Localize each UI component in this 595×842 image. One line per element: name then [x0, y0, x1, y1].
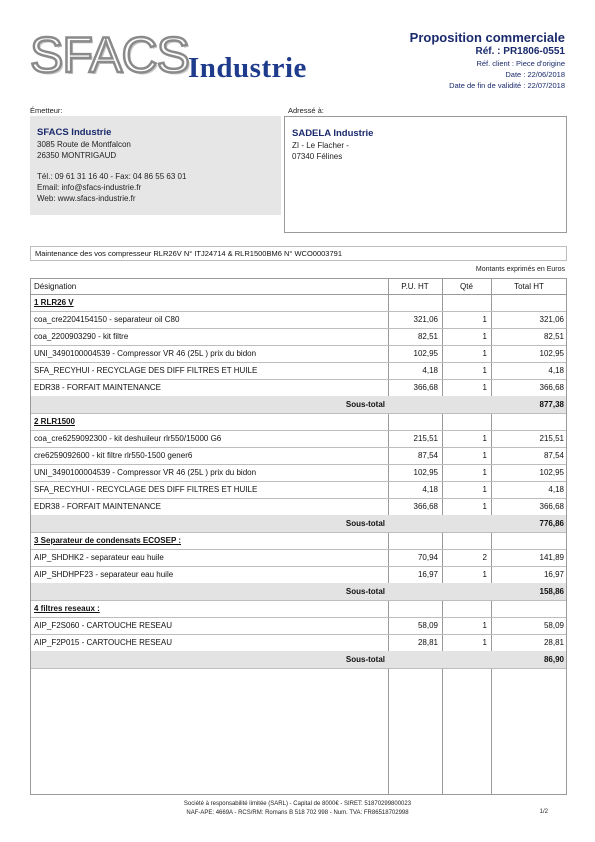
item-designation: coa_cre2204154150 - separateur oil C80	[34, 315, 180, 324]
table-row	[31, 345, 566, 363]
table-row	[31, 328, 566, 346]
section-row	[31, 532, 566, 550]
item-quantity: 2	[482, 553, 487, 562]
item-unit-price: 4,18	[422, 366, 438, 375]
item-total: 58,09	[543, 621, 564, 630]
sender-label: Émetteur:	[30, 106, 63, 115]
subtotal-label: Sous-total	[345, 400, 385, 409]
item-quantity: 1	[482, 383, 487, 392]
item-unit-price: 321,06	[413, 315, 438, 324]
item-quantity: 1	[482, 621, 487, 630]
validity-date: Date de fin de validité : 22/07/2018	[449, 81, 565, 90]
sender-address-line1: 3085 Route de Montfalcon	[37, 140, 131, 149]
item-quantity: 1	[482, 366, 487, 375]
item-total: 366,68	[539, 502, 564, 511]
item-quantity: 1	[482, 485, 487, 494]
section-title: 1 RLR26 V	[34, 298, 74, 307]
item-unit-price: 16,97	[417, 570, 438, 579]
item-unit-price: 366,68	[413, 502, 438, 511]
item-quantity: 1	[482, 315, 487, 324]
item-unit-price: 70,94	[417, 553, 438, 562]
table-row	[31, 311, 566, 329]
table-row	[31, 430, 566, 448]
sender-phone: Tél.: 09 61 31 16 40 - Fax: 04 86 55 63 01	[37, 172, 187, 181]
currency-note: Montants exprimés en Euros	[475, 266, 565, 273]
item-designation: AIP_SHDHK2 - separateur eau huile	[34, 553, 164, 562]
subtotal-row	[31, 515, 566, 533]
item-unit-price: 102,95	[413, 468, 438, 477]
company-legal-footer	[0, 800, 595, 818]
proposal-subject: Maintenance des vos compresseur RLR26V N° ITJ24714 & RLR1500BM6 N° WCO0003791	[30, 246, 567, 261]
item-total: 215,51	[539, 434, 564, 443]
item-quantity: 1	[482, 638, 487, 647]
item-quantity: 1	[482, 570, 487, 579]
recipient-box	[284, 116, 567, 233]
logo-industrie-wordmark: Industrie	[188, 52, 307, 84]
table-row	[31, 566, 566, 584]
item-quantity: 1	[482, 349, 487, 358]
document-header	[410, 30, 565, 91]
item-total: 366,68	[539, 383, 564, 392]
item-unit-price: 215,51	[413, 434, 438, 443]
subtotal-row	[31, 583, 566, 601]
document-reference: Réf. : PR1806-0551	[475, 46, 565, 57]
item-total: 141,89	[539, 553, 564, 562]
item-designation: coa_cre6259092300 - kit deshuileur rlr550/15000 G6	[34, 434, 222, 443]
subtotal-label: Sous-total	[345, 519, 385, 528]
item-designation: coa_2200903290 - kit filtre	[34, 332, 129, 341]
item-total: 102,95	[539, 468, 564, 477]
footer-line2: NAF-APE: 4669A - RCS/RM: Romans B 518 702 998 - Num. TVA: FR86518702998	[186, 810, 409, 816]
item-quantity: 1	[482, 332, 487, 341]
item-unit-price: 58,09	[417, 621, 438, 630]
table-row	[31, 498, 566, 516]
table-row	[31, 362, 566, 380]
section-title: 3 Separateur de condensats ECOSEP :	[34, 536, 182, 545]
item-total: 82,51	[543, 332, 564, 341]
document-title: Proposition commerciale	[409, 30, 565, 45]
subtotal-value: 158,86	[539, 587, 564, 596]
item-quantity: 1	[482, 468, 487, 477]
item-designation: UNI_3490100004539 - Compressor VR 46 (25L ) prix du bidon	[34, 468, 257, 477]
item-unit-price: 366,68	[413, 383, 438, 392]
item-total: 16,97	[543, 570, 564, 579]
item-designation: UNI_3490100004539 - Compressor VR 46 (25L ) prix du bidon	[34, 349, 257, 358]
item-total: 321,06	[539, 315, 564, 324]
recipient-label: Adressé à:	[288, 106, 324, 115]
item-designation: AIP_F2P015 - CARTOUCHE RESEAU	[34, 638, 172, 647]
table-row	[31, 447, 566, 465]
item-total: 102,95	[539, 349, 564, 358]
item-designation: AIP_SHDHPF23 - separateur eau huile	[34, 570, 174, 579]
item-total: 87,54	[543, 451, 564, 460]
item-unit-price: 28,81	[417, 638, 438, 647]
item-total: 4,18	[548, 485, 564, 494]
table-row	[31, 481, 566, 499]
subtotal-value: 776,86	[539, 519, 564, 528]
table-header-row	[31, 279, 566, 295]
table-row	[31, 634, 566, 652]
sender-email: Email: info@sfacs-industrie.fr	[37, 183, 142, 192]
item-total: 4,18	[548, 366, 564, 375]
section-row	[31, 294, 566, 312]
item-total: 28,81	[543, 638, 564, 647]
table-row	[31, 617, 566, 635]
item-unit-price: 102,95	[413, 349, 438, 358]
item-designation: EDR38 - FORFAIT MAINTENANCE	[34, 502, 161, 511]
item-designation: cre6259092600 - kit filtre rlr550-1500 gener6	[34, 451, 193, 460]
subtotal-row	[31, 396, 566, 414]
item-designation: AIP_F2S060 - CARTOUCHE RESEAU	[34, 621, 172, 630]
recipient-address-line1: ZI - Le Flacher -	[292, 141, 349, 150]
sender-box	[30, 116, 281, 215]
subtotal-value: 877,38	[539, 400, 564, 409]
item-designation: SFA_RECYHUI - RECYCLAGE DES DIFF FILTRES ET HUILE	[34, 485, 258, 494]
recipient-name: SADELA Industrie	[292, 128, 374, 139]
sender-website: Web: www.sfacs-industrie.fr	[37, 194, 136, 203]
item-quantity: 1	[482, 434, 487, 443]
footer-line1: Société à responsabilité limitée (SARL) - Capital de 8000€ - SIRET: 51870299800023	[183, 801, 412, 807]
item-unit-price: 87,54	[417, 451, 438, 460]
header-total: Total HT	[514, 282, 544, 291]
item-designation: EDR38 - FORFAIT MAINTENANCE	[34, 383, 161, 392]
header-designation: Désignation	[34, 282, 77, 291]
header-quantity: Qté	[460, 282, 473, 291]
items-table	[30, 278, 567, 795]
subtotal-label: Sous-total	[345, 587, 385, 596]
subtotal-value: 86,90	[543, 655, 564, 664]
table-row	[31, 379, 566, 397]
item-designation: SFA_RECYHUI - RECYCLAGE DES DIFF FILTRES ET HUILE	[34, 366, 258, 375]
item-quantity: 1	[482, 502, 487, 511]
recipient-address-line2: 07340 Félines	[292, 152, 343, 161]
subtotal-label: Sous-total	[345, 655, 385, 664]
sender-name: SFACS Industrie	[37, 127, 112, 138]
section-title: 2 RLR1500	[34, 417, 75, 426]
subtotal-row	[31, 651, 566, 669]
company-logo	[30, 27, 320, 84]
table-row	[31, 549, 566, 567]
document-date: Date : 22/06/2018	[505, 70, 565, 79]
header-unit-price: P.U. HT	[401, 282, 429, 291]
sender-address-line2: 26350 MONTRIGAUD	[37, 151, 117, 160]
item-quantity: 1	[482, 451, 487, 460]
section-title: 4 filtres reseaux :	[34, 604, 100, 613]
section-row	[31, 600, 566, 618]
section-row	[31, 413, 566, 431]
client-reference: Réf. client : Piece d'origine	[476, 59, 565, 68]
item-unit-price: 4,18	[422, 485, 438, 494]
page-number: 1/2	[539, 809, 548, 815]
item-unit-price: 82,51	[417, 332, 438, 341]
logo-sfacs-wordmark: SFACS	[30, 27, 189, 83]
table-row	[31, 464, 566, 482]
